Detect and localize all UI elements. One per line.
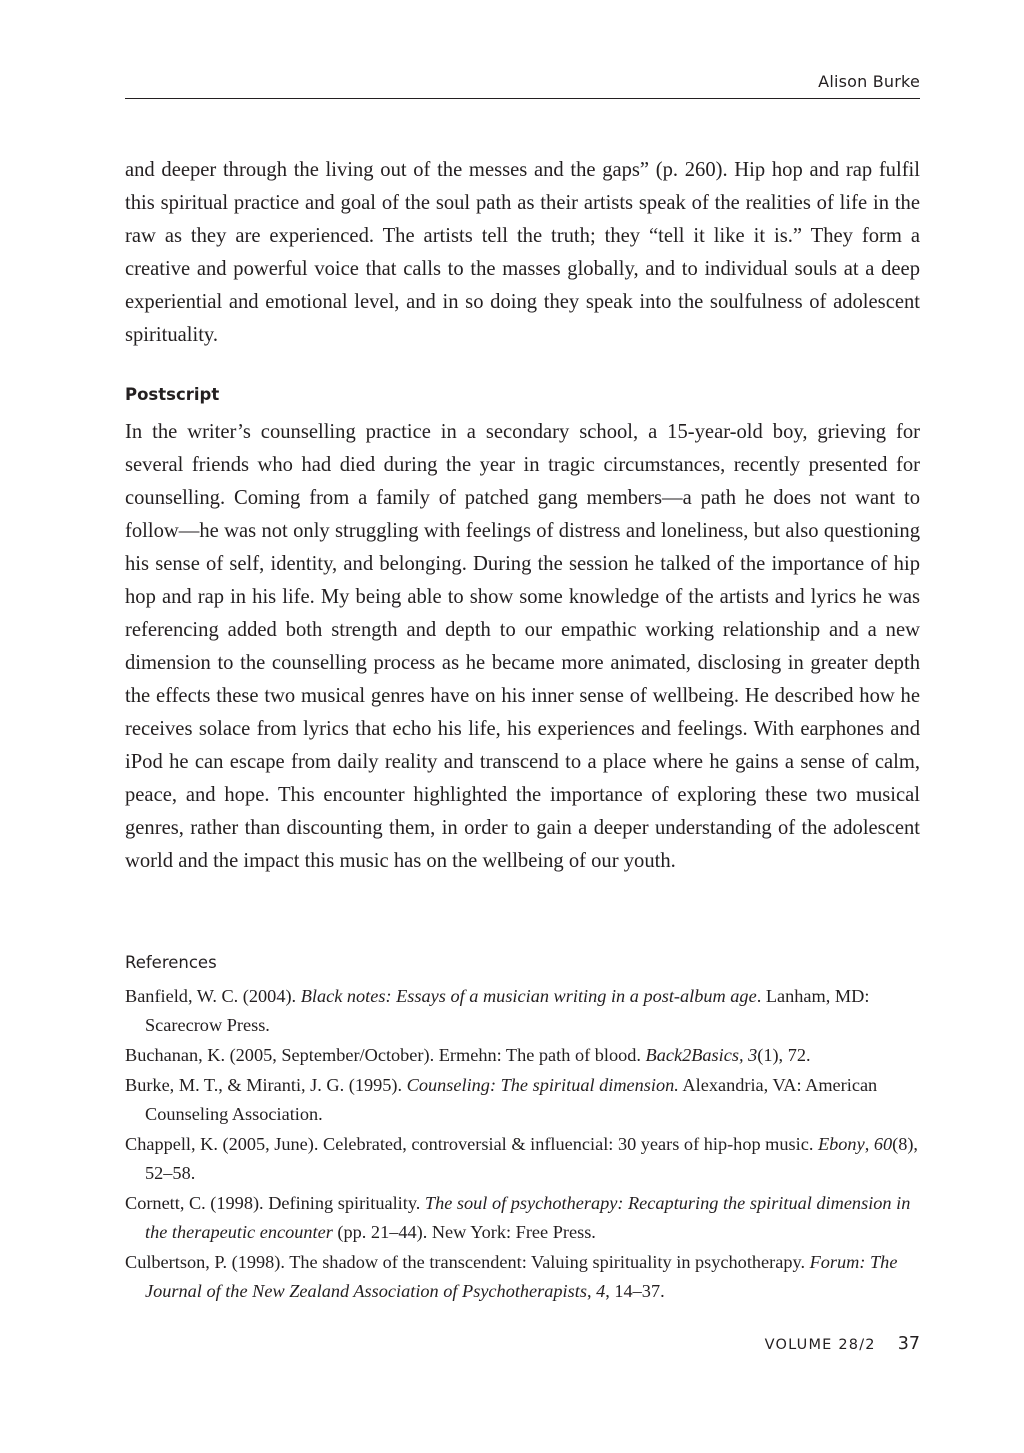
postscript-heading: Postscript: [125, 385, 220, 404]
reference-item: Burke, M. T., & Miranti, J. G. (1995). Counseling: The spiritual dimension. Alexandria, VA: American Counseling Association.: [125, 1075, 878, 1124]
volume-label: VOLUME 28/2: [764, 1337, 876, 1353]
reference-item: Chappell, K. (2005, June). Celebrated, controversial & influencial: 30 years of hip-hop music. Ebony, 60(8), 52–58.: [125, 1134, 918, 1183]
intro-paragraph: and deeper through the living out of the messes and the gaps” (p. 260). Hip hop and rap fulfil this spiritual practice and goal of the soul path as their artists speak of the realities of life in the raw as they are experienced. The artists tell the truth; they “tell it like it is.” They form a creative and powerful voice that calls to the masses globally, and to individual souls at a deep experiential and emotional level, and in so doing they speak into the soulfulness of adolescent spirituality.: [125, 159, 920, 346]
header-divider: [125, 98, 920, 99]
reference-item: Buchanan, K. (2005, September/October). Ermehn: The path of blood. Back2Basics, 3(1), 72.: [125, 1045, 811, 1065]
reference-item: Banfield, W. C. (2004). Black notes: Essays of a musician writing in a post-album age. Lanham, MD: Scarecrow Press.: [125, 986, 870, 1035]
references-list: [125, 982, 920, 1307]
footer-folio: [765, 1334, 920, 1354]
page-number: 37: [897, 1334, 920, 1354]
reference-item: Culbertson, P. (1998). The shadow of the transcendent: Valuing spirituality in psychotherapy. Forum: The Journal of the New Zealand Association of Psychotherapists, 4, 14–37.: [125, 1252, 898, 1301]
running-head-author: Alison Burke: [818, 72, 920, 91]
references-heading: References: [125, 953, 217, 972]
postscript-paragraph: In the writer’s counselling practice in a secondary school, a 15-year-old boy, grieving for several friends who had died during the year in tragic circumstances, recently presented for counselling. Coming from a family of patched gang members—a path he does not want to follow—he was not only struggling with feelings of distress and loneliness, but also questioning his sense of self, identity, and belonging. During the session he talked of the importance of hip hop and rap in his life. My being able to show some knowledge of the artists and lyrics he was referencing added both strength and depth to our empathic working relationship and a new dimension to the counselling process as he became more animated, disclosing in greater depth the effects these two musical genres have on his inner sense of wellbeing. He described how he receives solace from lyrics that echo his life, his experiences and feelings. With earphones and iPod he can escape from daily reality and transcend to a place where he gains a sense of calm, peace, and hope. This encounter highlighted the importance of exploring these two musical genres, rather than discounting them, in order to gain a deeper understanding of the adolescent world and the impact this music has on the wellbeing of our youth.: [125, 421, 920, 872]
reference-item: Cornett, C. (1998). Defining spirituality. The soul of psychotherapy: Recapturing the spiritual dimension in the therapeutic encounter (pp. 21–44). New York: Free Press.: [125, 1193, 911, 1242]
